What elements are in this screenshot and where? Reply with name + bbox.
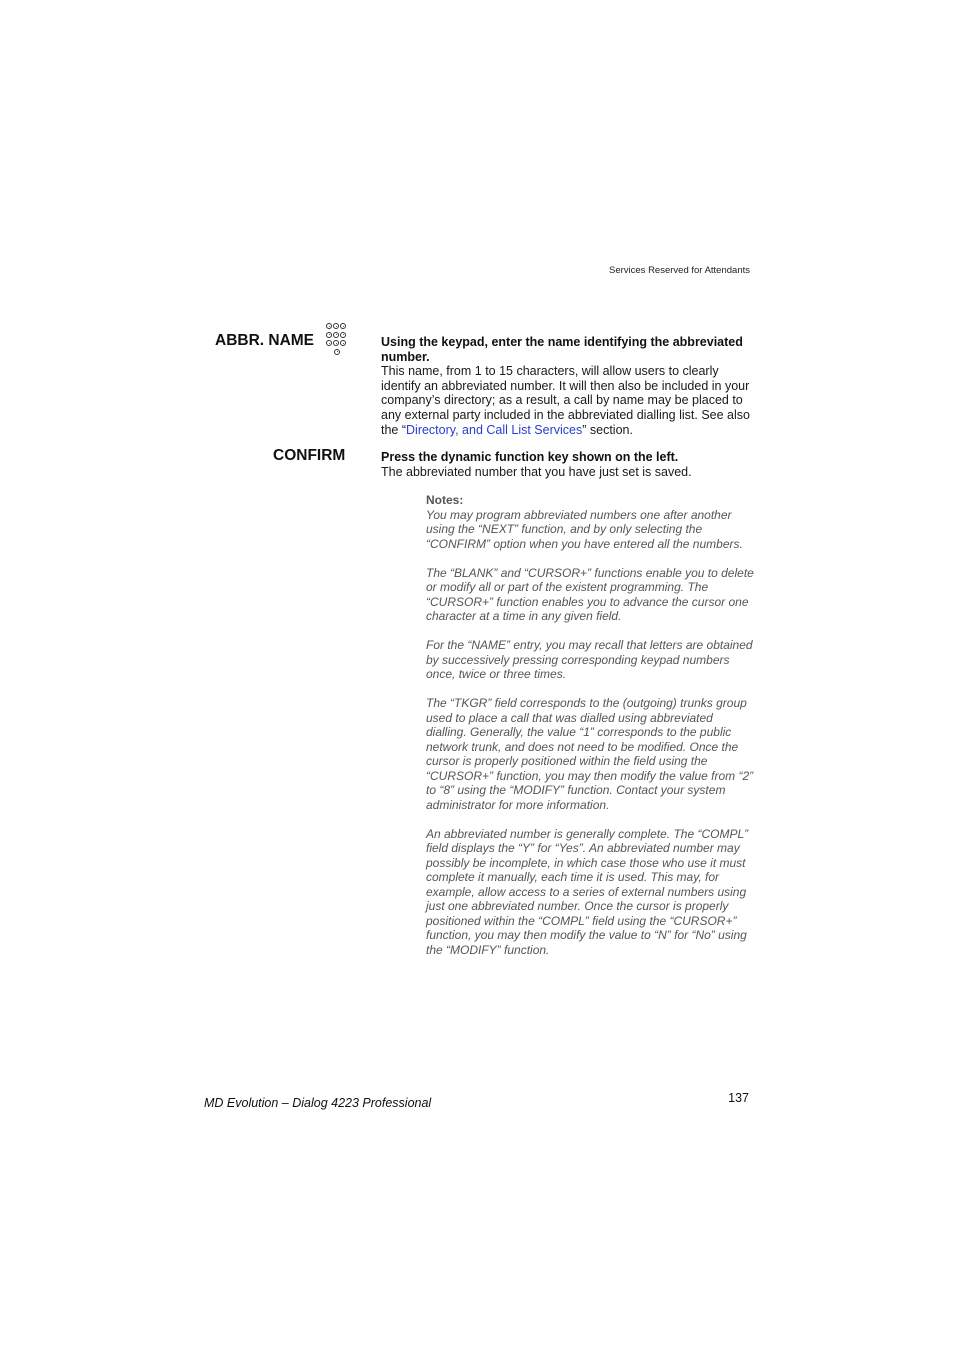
abbr-name-body-suffix: ” section. — [582, 422, 633, 437]
abbr-name-body-text: This name, from 1 to 15 characters, will allow users to clearly identify an abbreviated number. It will then also be included in your company’s directory; as a result, a call by name may be placed to any external party included in the abbreviated dialling list. See also the “ — [381, 364, 750, 437]
keypad-icon — [326, 323, 350, 357]
notes-title: Notes: — [426, 493, 464, 507]
note-paragraph: An abbreviated number is generally complete. The “COMPL” field displays the “Y” for “Yes”. An abbreviated number may possibly be incomplete, in which case those who use it must complete it manually, each time it is used. This may, for example, allow access to a series of external numbers using just one abbreviated number. Once the cursor is properly positioned within the “COMPL” field using the “CURSOR+” function, you may then modify the value to “N” for “No” using the “MODIFY” function. — [426, 826, 749, 957]
page-number: 137 — [728, 1091, 749, 1105]
confirm-instruction: Press the dynamic function key shown on the left. — [381, 450, 679, 464]
note-paragraph: The “TKGR” field corresponds to the (outgoing) trunks group used to place a call that was dialled using abbreviated dialling. Generally, the value “1” corresponds to the public network trunk, and does not need to be modified. Once the cursor is properly positioned within the field using the “CURSOR+” function, you may then modify the value from “2” to “8” using the “MODIFY” function. Contact your system administrator for more information. — [426, 696, 754, 812]
footer-document-title: MD Evolution – Dialog 4223 Professional — [204, 1096, 432, 1110]
abbr-name-label: ABBR. NAME — [215, 332, 315, 349]
notes-section — [426, 493, 754, 972]
note-paragraph: You may program abbreviated numbers one after another using the “NEXT” function, and by only selecting the “CONFIRM” option when you have entered all the numbers. — [426, 507, 743, 551]
abbr-name-instruction: Using the keypad, enter the name identifying the abbreviated number. — [381, 335, 743, 364]
abbr-name-body — [381, 364, 753, 437]
page-header-section: Services Reserved for Attendants — [609, 265, 750, 276]
confirm-label: CONFIRM — [273, 447, 346, 464]
confirm-body: The abbreviated number that you have just set is saved. — [381, 464, 692, 479]
directory-services-link[interactable]: Directory, and Call List Services — [406, 422, 583, 437]
confirm-description — [381, 450, 753, 479]
note-paragraph: For the “NAME” entry, you may recall that letters are obtained by successively pressing corresponding keypad numbers once, twice or three times. — [426, 638, 753, 681]
abbr-name-description — [381, 335, 753, 437]
note-paragraph: The “BLANK” and “CURSOR+” functions enable you to delete or modify all or part of the existent programming. The “CURSOR+” function enables you to advance the cursor one character at a time in any given field. — [426, 565, 754, 623]
